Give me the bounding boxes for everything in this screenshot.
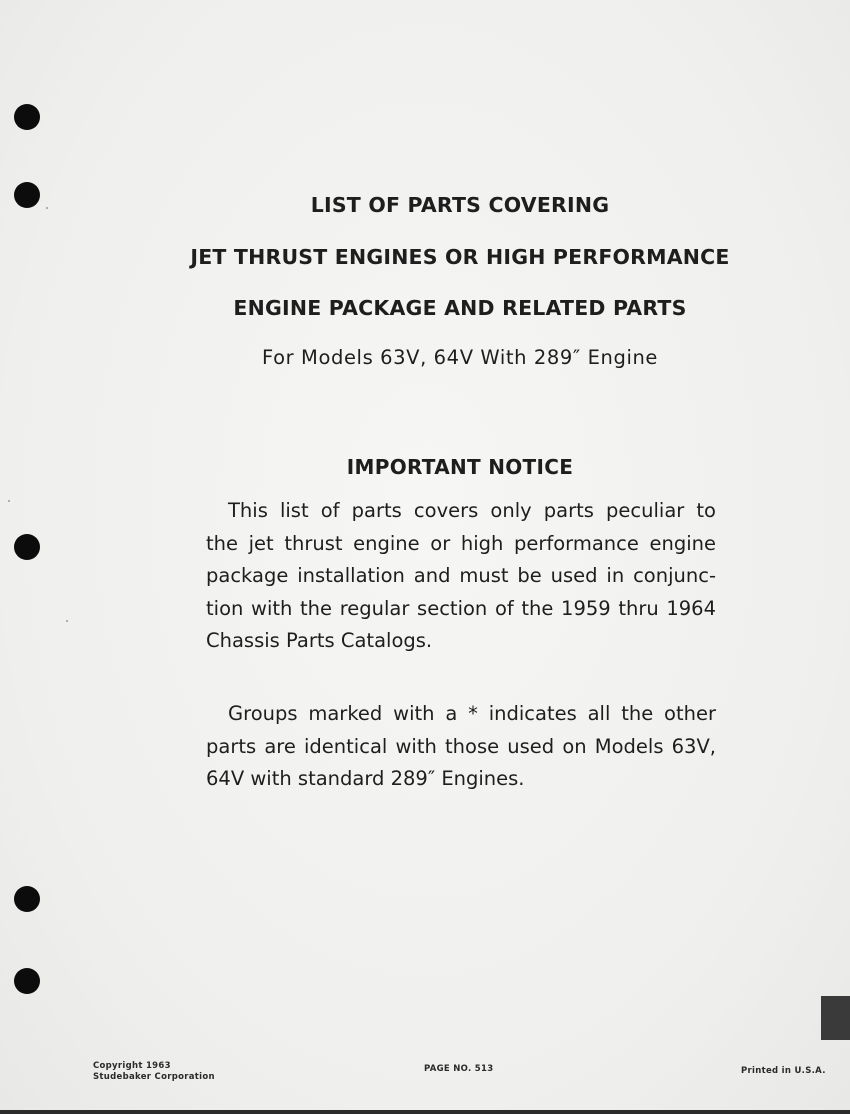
paragraph-line: Chassis Parts Catalogs. xyxy=(206,629,433,652)
scan-speck xyxy=(46,207,48,209)
company-line: Studebaker Corporation xyxy=(93,1072,215,1082)
scan-speck xyxy=(8,500,10,502)
paragraph-line: package installation and must be used in conjunc- xyxy=(206,564,716,587)
notice-paragraph-1 xyxy=(206,495,716,658)
punch-hole xyxy=(14,182,40,208)
notice-paragraph-2 xyxy=(206,698,716,796)
paragraph-line: parts are identical with those used on Models 63V, xyxy=(206,734,716,758)
paragraph-line: 64V with standard 289″ Engines. xyxy=(206,767,525,790)
scan-speck xyxy=(66,620,68,622)
punch-hole xyxy=(14,968,40,994)
models-subtitle: For Models 63V, 64V With 289″ Engine xyxy=(261,346,659,369)
punch-hole xyxy=(14,104,40,130)
title-line-1: LIST OF PARTS COVERING xyxy=(310,193,610,217)
punch-hole xyxy=(14,534,40,560)
paragraph-line: This list of parts covers only parts peculiar to xyxy=(228,499,716,522)
paragraph-line: the jet thrust engine or high performance engine xyxy=(206,531,716,555)
paragraph-line: Groups marked with a * indicates all the other xyxy=(228,702,716,725)
title-line-3: ENGINE PACKAGE AND RELATED PARTS xyxy=(233,296,687,320)
notice-heading: IMPORTANT NOTICE xyxy=(346,455,574,479)
paragraph-line: tion with the regular section of the 1959 thru 1964 xyxy=(206,596,716,620)
page-number: PAGE NO. 513 xyxy=(424,1064,494,1074)
copyright-notice xyxy=(93,1061,215,1083)
punch-hole xyxy=(14,886,40,912)
copyright-line: Copyright 1963 xyxy=(93,1061,171,1071)
printed-in: Printed in U.S.A. xyxy=(741,1066,826,1076)
page-bottom-edge xyxy=(0,1110,850,1114)
index-tab-mark xyxy=(821,996,850,1040)
title-line-2: JET THRUST ENGINES OR HIGH PERFORMANCE xyxy=(190,245,730,269)
